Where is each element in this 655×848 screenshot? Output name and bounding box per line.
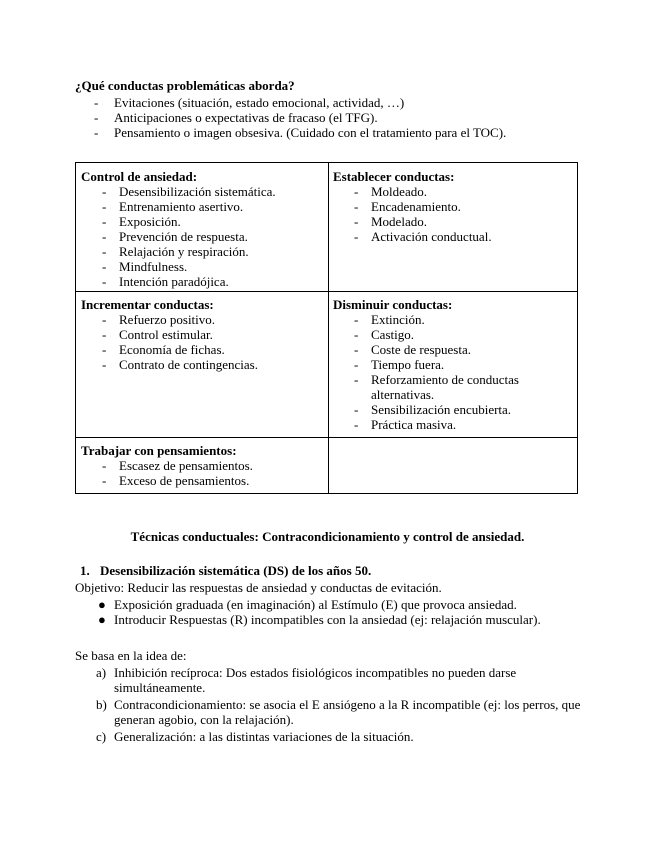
cell-disminuir-conductas bbox=[328, 291, 578, 437]
list-item: - Intención paradójica. bbox=[102, 274, 229, 289]
list-item: - Refuerzo positivo. bbox=[102, 312, 216, 327]
cell-title: Disminuir conductas: bbox=[333, 297, 453, 312]
alpha-list bbox=[76, 665, 586, 744]
based-on-text: Se basa en la idea de: bbox=[75, 648, 187, 663]
heading-number: 1. bbox=[80, 563, 90, 578]
cell-list bbox=[81, 458, 328, 488]
intro-question: ¿Qué conductas problemáticas aborda? bbox=[75, 78, 295, 93]
list-item: - Mindfulness. bbox=[102, 259, 188, 274]
bullet-list bbox=[76, 597, 541, 627]
section-heading: Desensibilización sistemática (DS) de los años 50. bbox=[100, 563, 372, 578]
list-item: - Control estimular. bbox=[102, 327, 213, 342]
list-item: a) Inhibición recíproca: Dos estados fisiológicos incompatibles no pueden darse simultáneamente. bbox=[96, 665, 517, 695]
list-item: - Tiempo fuera. bbox=[354, 357, 445, 372]
cell-title: Control de ansiedad: bbox=[81, 169, 198, 184]
list-item: ● Exposición graduada (en imaginación) al Estímulo (E) que provoca ansiedad. bbox=[98, 597, 517, 612]
cell-list bbox=[333, 184, 578, 244]
list-item: - Entrenamiento asertivo. bbox=[102, 199, 244, 214]
list-item: ● Introducir Respuestas (R) incompatibles con la ansiedad (ej: relajación muscular). bbox=[98, 612, 541, 627]
cell-list bbox=[81, 184, 328, 289]
cell-title: Establecer conductas: bbox=[333, 169, 455, 184]
list-item: - Modelado. bbox=[354, 214, 427, 229]
list-item: - Moldeado. bbox=[354, 184, 427, 199]
list-item: - Reforzamiento de conductas alternativas. bbox=[354, 372, 519, 402]
list-item: - Relajación y respiración. bbox=[102, 244, 249, 259]
cell-empty bbox=[328, 437, 578, 493]
cell-list bbox=[81, 312, 328, 372]
list-item: - Escasez de pensamientos. bbox=[102, 458, 253, 473]
list-item: - Exposición. bbox=[102, 214, 181, 229]
intro-list bbox=[92, 95, 506, 140]
list-item: b) Contracondicionamiento: se asocia el E ansiógeno a la R incompatible (ej: los perros, que generan agobio, con la relajación). bbox=[96, 697, 581, 727]
cell-trabajar-pensamientos bbox=[76, 437, 328, 493]
section-title: Técnicas conductuales: Contracondicionamiento y control de ansiedad. bbox=[130, 529, 525, 544]
techniques-table bbox=[75, 162, 578, 494]
list-item: c) Generalización: a las distintas variaciones de la situación. bbox=[96, 729, 414, 744]
list-item: - Pensamiento o imagen obsesiva. (Cuidado con el tratamiento para el TOC). bbox=[94, 125, 507, 140]
list-item: - Castigo. bbox=[354, 327, 414, 342]
list-item: - Encadenamiento. bbox=[354, 199, 461, 214]
cell-establecer-conductas bbox=[328, 163, 578, 291]
list-item: - Activación conductual. bbox=[354, 229, 492, 244]
list-item: - Exceso de pensamientos. bbox=[102, 473, 250, 488]
list-item: - Desensibilización sistemática. bbox=[102, 184, 276, 199]
cell-list bbox=[333, 312, 533, 432]
list-item: - Coste de respuesta. bbox=[354, 342, 472, 357]
list-item: - Sensibilización encubierta. bbox=[354, 402, 512, 417]
list-item: - Economía de fichas. bbox=[102, 342, 225, 357]
cell-title: Incrementar conductas: bbox=[81, 297, 214, 312]
cell-control-ansiedad bbox=[76, 163, 328, 291]
objective-text: Objetivo: Reducir las respuestas de ansiedad y conductas de evitación. bbox=[75, 580, 442, 595]
list-item: - Práctica masiva. bbox=[354, 417, 457, 432]
cell-incrementar-conductas bbox=[76, 291, 328, 437]
cell-title: Trabajar con pensamientos: bbox=[81, 443, 237, 458]
list-item: - Extinción. bbox=[354, 312, 425, 327]
list-item: - Evitaciones (situación, estado emocional, actividad, …) bbox=[94, 95, 405, 110]
list-item: - Contrato de contingencias. bbox=[102, 357, 258, 372]
list-item: - Prevención de respuesta. bbox=[102, 229, 248, 244]
list-item: - Anticipaciones o expectativas de fracaso (el TFG). bbox=[94, 110, 378, 125]
